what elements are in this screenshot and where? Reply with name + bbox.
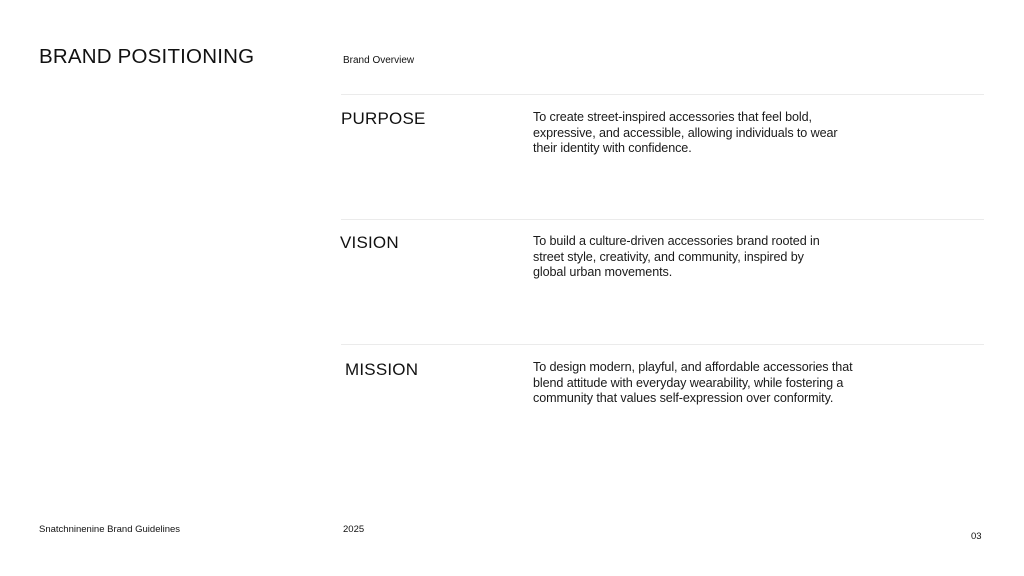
vision-heading: VISION <box>340 233 399 252</box>
footer-brand: Snatchninenine Brand Guidelines <box>39 524 181 535</box>
page-title: BRAND POSITIONING <box>39 45 255 68</box>
section-label: Brand Overview <box>343 55 415 66</box>
purpose-text: To create street-inspired accessories that feel bold, expressive, and accessible, allowing individuals to wear their identity with confidence. <box>533 110 838 155</box>
divider <box>341 94 984 95</box>
page-number: 03 <box>971 531 982 542</box>
footer-year: 2025 <box>343 524 365 535</box>
divider <box>341 219 984 220</box>
mission-text: To design modern, playful, and affordable accessories that blend attitude with everyday wearability, while fostering a community that values self-expression over conformity. <box>533 360 853 405</box>
vision-text: To build a culture-driven accessories brand rooted in street style, creativity, and community, inspired by global urban movements. <box>533 234 820 279</box>
mission-heading: MISSION <box>345 360 419 379</box>
purpose-heading: PURPOSE <box>341 109 426 128</box>
divider <box>341 344 984 345</box>
